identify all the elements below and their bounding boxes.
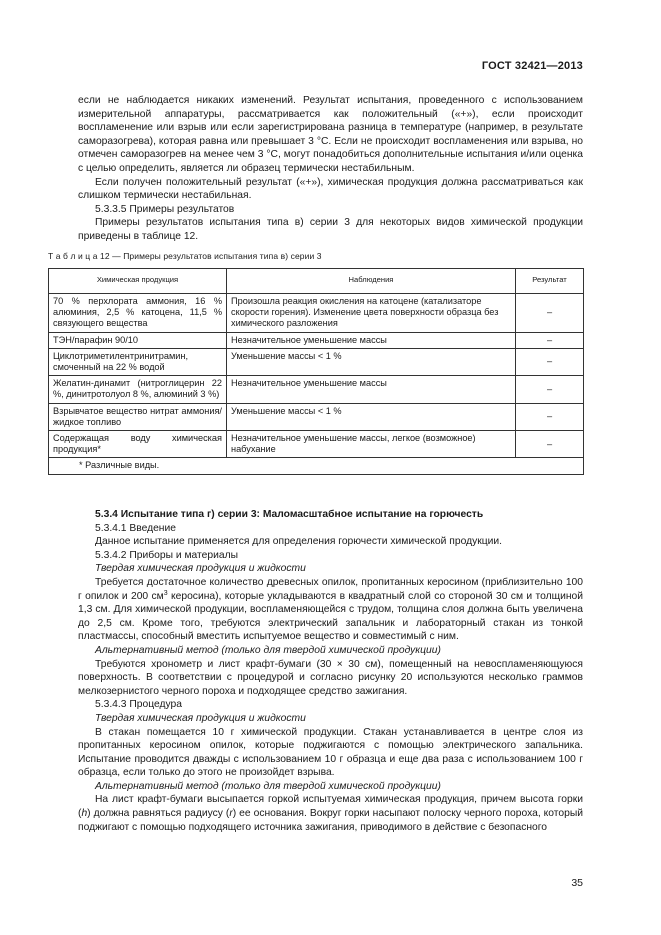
cell-observation: Уменьшение массы < 1 % [227, 403, 516, 430]
subheading-procedure-solids: Твердая химическая продукция и жидкости [95, 712, 306, 724]
section-5-3-4-heading: 5.3.4 Испытание типа г) серии 3: Маломасштабное испытание на горючесть [95, 509, 484, 520]
cell-result: – [516, 294, 584, 333]
table-caption: Т а б л и ц а 12 — Примеры результатов испытания типа в) серии 3 [48, 251, 322, 261]
subheading-solids-liquids: Твердая химическая продукция и жидкости [95, 563, 306, 575]
alt-proc-text-c: ) ее основания. Вокруг горки насыпают полоску черного пороха, который поджигают с помощью подходящего источника зажигания, приводимого в действие с безопасного [78, 808, 584, 833]
equipment-paragraph [78, 576, 583, 644]
cell-observation: Незначительное уменьшение массы [227, 332, 516, 348]
table-row [49, 348, 584, 375]
alt-proc-text-b: ) должна равняться радиусу ( [87, 808, 230, 820]
cell-result: – [516, 431, 584, 458]
cell-observation: Произошла реакция окисления на катоцене (катализаторе скорости горения). Изменение цвета поверхности образца без химического разложения [227, 294, 516, 333]
equipment-text-b: керосина), которые укладываются в квадратный слой со стороной 30 см и толщиной 1,3 см. Для химической продукции, воспламеняющейся с трудом, толщина слоя должна быть увеличена до 2,5 см. Кроме того, требуются электрический запальник и лабораторный стакан из тонкой пластмассы, способный вместить испытуемое вещество и совместимый с ним. [78, 590, 583, 643]
equipment-text-a: Требуется достаточное количество древесных опилок, пропитанных керосином (приблизительно 100 г опилок и 200 см [78, 576, 583, 602]
paragraph-examples: Примеры результатов испытания типа в) серии 3 для некоторых видов химической продукции приведены в таблице 12. [78, 217, 583, 242]
cell-result: – [516, 332, 584, 348]
superscript-3: 3 [163, 589, 168, 597]
cell-product: Желатин-динамит (нитроглицерин 22 %, динитротолуол 8 %, алюминий 3 %) [49, 376, 227, 403]
cell-result: – [516, 403, 584, 430]
cell-product: Циклотриметилентринитрамин, смоченный на 22 % водой [49, 348, 227, 375]
section-5-3-3-5-title: 5.3.3.5 Примеры результатов [95, 203, 235, 215]
table-row [49, 431, 584, 458]
section-5-3-4-2-title: 5.3.4.2 Приборы и материалы [95, 549, 238, 561]
paragraph-continued: если не наблюдается никаких изменений. Результат испытания, проведенного с использованием измерительной аппаратуры, рассматривается как положительный («+»), если происходит воспламенение или взрыв или если зарегистрирована разница в температуре (например, в результате саморазогрева), которая равна или превышает 3 °С. Если не происходит воспламенения или взрыва, но отмечен саморазогрев на менее чем 3 °С, могут понадобиться дополнительные испытания и/или оценка с целью определить, является ли образец термически нестабильным. [78, 95, 583, 174]
paragraph-positive-result: Если получен положительный результат («+»), химическая продукция должна рассматриваться как слишком термически нестабильная. [78, 176, 583, 202]
cell-product: Содержащая воду химическая продукция* [49, 431, 227, 458]
cell-observation: Незначительное уменьшение массы [227, 376, 516, 403]
cell-observation: Незначительное уменьшение массы, легкое (возможное) набухание [227, 431, 516, 458]
results-table [48, 268, 584, 475]
subheading-procedure-alt: Альтернативный метод (только для твердой химической продукции) [95, 780, 441, 792]
top-text-block [78, 94, 583, 244]
section-5-3-4-1-title: 5.3.4.1 Введение [95, 522, 176, 534]
var-h: h [81, 808, 88, 820]
intro-paragraph: Данное испытание применяется для определения горючести химической продукции. [95, 536, 502, 548]
alt-equipment-paragraph: Требуются хронометр и лист крафт-бумаги (30 × 30 см), помещенный на невоспламеняющуюся поверхность. В соответствии с процедурой и согласно рисунку 20 используются несколько граммов мелкозернистого черного пороха и подходящее средство зажигания. [78, 658, 583, 697]
table-row [49, 332, 584, 348]
table-row [49, 376, 584, 403]
col-header-result: Результат [516, 269, 584, 294]
alt-proc-text-a: На лист крафт-бумаги высыпается горкой испытуемая химическая продукция, причем высота горки ( [78, 794, 583, 820]
standard-header: ГОСТ 32421—2013 [481, 60, 583, 72]
var-r: r [229, 808, 233, 820]
table-header-row [49, 269, 584, 294]
bottom-text-block [78, 508, 583, 834]
table-footnote-row [49, 458, 584, 474]
section-5-3-4-3-title: 5.3.4.3 Процедура [95, 699, 182, 711]
procedure-paragraph: В стакан помещается 10 г химической продукции. Стакан устанавливается в центре слоя из пропитанных керосином опилок, которые поджигаются с помощью электрического запальника. Испытание проводится дважды с использованием 10 г образца и еще два раза с использованием 100 г образца, если только до этого не произойдет взрыва. [78, 726, 583, 779]
page-number: 35 [571, 877, 583, 889]
subheading-alt-method: Альтернативный метод (только для твердой химической продукции) [95, 644, 441, 656]
cell-result: – [516, 348, 584, 375]
cell-product: Взрывчатое вещество нитрат аммония/жидкое топливо [49, 403, 227, 430]
cell-result: – [516, 376, 584, 403]
table-row [49, 403, 584, 430]
alt-procedure-paragraph [78, 793, 583, 834]
cell-observation: Уменьшение массы < 1 % [227, 348, 516, 375]
table-row [49, 294, 584, 333]
table-footnote: * Различные виды. [49, 458, 584, 474]
cell-product: ТЭН/парафин 90/10 [49, 332, 227, 348]
col-header-product: Химическая продукция [49, 269, 227, 294]
col-header-observations: Наблюдения [227, 269, 516, 294]
cell-product: 70 % перхлората аммония, 16 % алюминия, 2,5 % катоцена, 11,5 % связующего вещества [49, 294, 227, 333]
